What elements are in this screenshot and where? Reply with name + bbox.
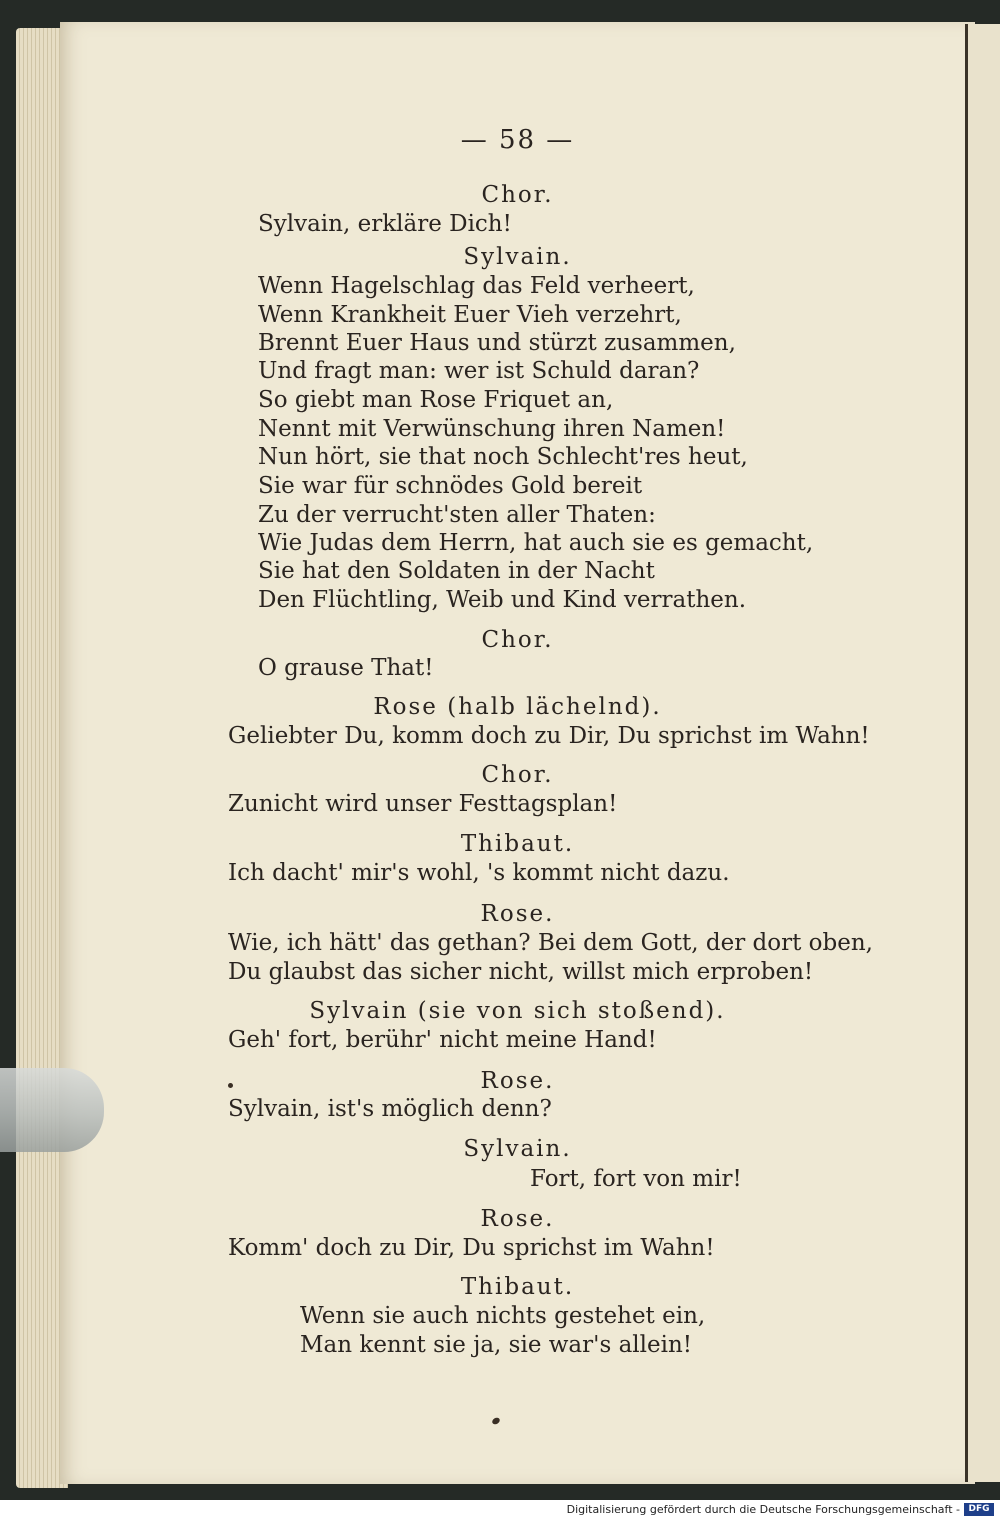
verse-line: Wie, ich hätt' das gethan? Bei dem Gott, der dort oben, [228,930,873,956]
verse-line: Ich dacht' mir's wohl, 's kommt nicht dazu. [228,860,730,886]
verse-line: Sie war für schnödes Gold bereit [258,473,643,499]
speaker-label: Rose. [480,1068,555,1094]
speaker-label: Thibaut. [460,1274,575,1300]
verse-line: Komm' doch zu Dir, Du sprichst im Wahn! [228,1235,715,1261]
speaker-label: Sylvain. [463,1136,572,1162]
verse-line: Wenn Krankheit Euer Vieh verzehrt, [258,302,682,328]
speaker-label: Sylvain (sie von sich stoßend). [309,998,726,1024]
speaker-label: Rose. [480,901,555,927]
verse-line: Zunicht wird unser Festtagsplan! [228,791,618,817]
verse-line: O grause That! [258,655,434,681]
verse-line: Wenn Hagelschlag das Feld verheert, [258,273,695,299]
verse-line: Sylvain, erkläre Dich! [258,211,512,237]
speaker-label: Sylvain. [463,244,572,270]
verse-line: Sylvain, ist's möglich denn? [228,1096,552,1122]
verse-line: Brennt Euer Haus und stürzt zusammen, [258,330,736,356]
speaker-label: Chor. [481,182,554,208]
speaker-label: Rose. [480,1206,555,1232]
verse-line: Sie hat den Soldaten in der Nacht [258,558,655,584]
verse-line: Wie Judas dem Herrn, hat auch sie es gemacht, [258,530,814,556]
verse-line: Nennt mit Verwünschung ihren Namen! [258,416,726,442]
footer-credit: Digitalisierung gefördert durch die Deutsche Forschungsgemeinschaft - [566,1503,960,1516]
verse-line: Geliebter Du, komm doch zu Dir, Du sprichst im Wahn! [228,723,870,749]
speaker-label: Rose (halb lächelnd). [373,694,662,720]
verse-line: Du glaubst das sicher nicht, willst mich erproben! [228,959,814,985]
page-number: — 58 — [460,125,575,155]
verse-line: Wenn sie auch nichts gestehet ein, [300,1303,706,1329]
footer-bar [0,1500,1000,1520]
verse-line: Nun hört, sie that noch Schlecht'res heut, [258,444,748,470]
verse-line: So giebt man Rose Friquet an, [258,387,614,413]
verse-line: Zu der verrucht'sten aller Thaten: [258,502,656,528]
verse-line: Geh' fort, berühr' nicht meine Hand! [228,1027,657,1053]
verse-line: Den Flüchtling, Weib und Kind verrathen. [258,587,747,613]
ink-dot [228,1083,233,1088]
dfg-logo: DFG [964,1503,994,1516]
speaker-label: Chor. [481,627,554,653]
speaker-label: Thibaut. [460,831,575,857]
speaker-label: Chor. [481,762,554,788]
verse-line: Man kennt sie ja, sie war's allein! [300,1332,693,1358]
verse-line: Und fragt man: wer ist Schuld daran? [258,358,700,384]
verse-line: Fort, fort von mir! [530,1166,742,1192]
